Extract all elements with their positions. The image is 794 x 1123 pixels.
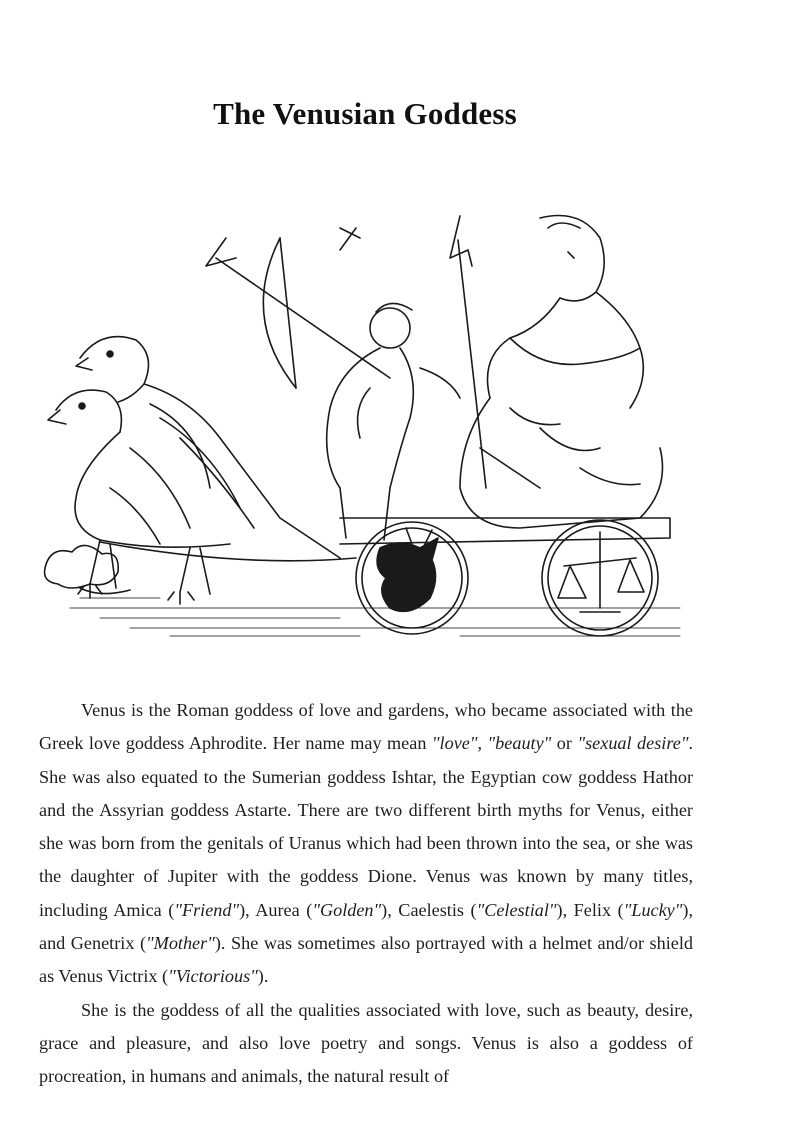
italic-term: "Lucky" xyxy=(623,899,683,920)
text-run: or xyxy=(551,733,578,754)
italic-term: "Victorious" xyxy=(168,966,258,987)
text-run: . She was also equated to the Sumerian goddess Ishtar, the Egyptian cow goddess Hathor and the Assyrian goddess Astarte. There are two different birth myths for Venus, either she was born from the genitals of Uranus which had been thrown into the sea, or she was the daughter of Jupiter with the goddess Dione. Venus was known by many titles, including Amica ( xyxy=(39,733,694,920)
text-run: ). xyxy=(257,966,269,987)
italic-term: "beauty" xyxy=(487,733,552,754)
eagle-figures xyxy=(48,337,340,604)
cupid-figure xyxy=(206,228,460,540)
text-run: ). She was sometimes also portrayed with a helmet and/or shield as Venus Victrix ( xyxy=(39,933,693,987)
italic-term: "Mother" xyxy=(146,933,215,954)
text-run: ), Caelestis ( xyxy=(381,899,477,920)
text-run: ), Felix ( xyxy=(556,899,624,920)
text-run: ), and Genetrix ( xyxy=(39,899,693,954)
wheel-libra xyxy=(542,520,658,636)
text-run: , xyxy=(477,733,488,754)
text-run: Venus is the Roman goddess of love and gardens, who became associated with the Greek love goddess Aphrodite. Her name may mean xyxy=(39,700,693,754)
paragraph-2 xyxy=(39,994,693,1094)
body-text xyxy=(39,694,693,1094)
text-run: ), Aurea ( xyxy=(239,899,313,920)
page-title: The Venusian Goddess xyxy=(213,96,517,131)
cloud-shapes xyxy=(45,545,130,593)
italic-term: "Friend" xyxy=(174,899,240,920)
paragraph-1 xyxy=(39,694,693,994)
venus-chariot-illustration xyxy=(40,188,692,650)
wheel-capricorn xyxy=(356,522,468,634)
italic-term: "Celestial" xyxy=(476,899,557,920)
venus-figure xyxy=(450,216,663,529)
italic-term: "Golden" xyxy=(312,899,382,920)
italic-term: "love" xyxy=(431,733,478,754)
text-run: She is the goddess of all the qualities associated with love, such as beauty, desire, grace and pleasure, and also love poetry and songs. Venus is also a goddess of procreation, in humans and animals, the natural result of xyxy=(39,999,693,1087)
ground-hatching xyxy=(70,598,680,636)
italic-term: "sexual desire" xyxy=(577,733,689,754)
